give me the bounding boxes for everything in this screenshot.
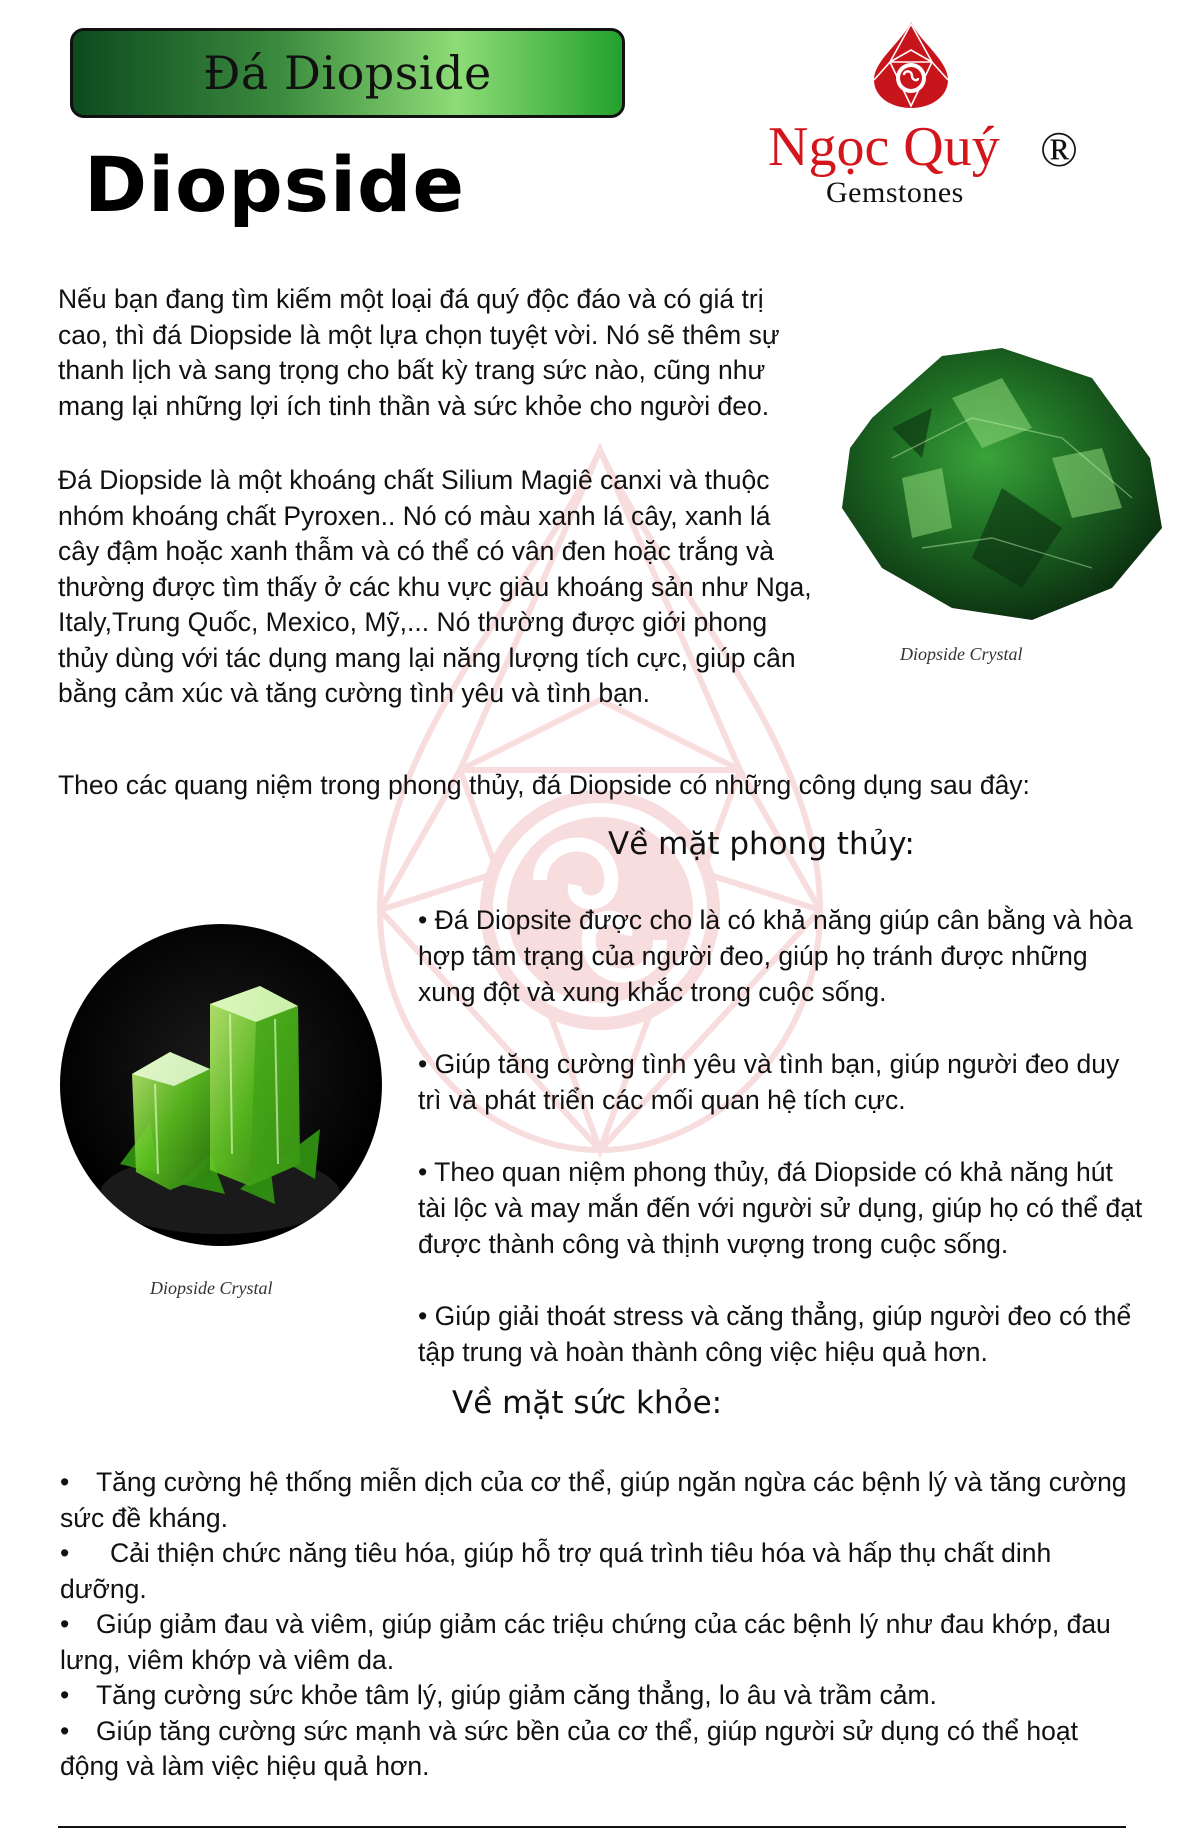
fengshui-list [418,902,1148,1406]
list-item: • Theo quan niệm phong thủy, đá Diopside có khả năng hút tài lộc và may mắn đến với người sử dụng, giúp họ có thể đạt được thành công và thịnh vượng trong cuộc sống. [418,1157,1143,1259]
intro-paragraph-1: Nếu bạn đang tìm kiếm một loại đá quý độc đáo và có giá trị cao, thì đá Diopside là một lựa chọn tuyệt vời. Nó sẽ thêm sự thanh lịch và sang trọng cho bất kỳ trang sức nào, cũng như mang lại những lợi ích tinh thần và sức khỏe cho người đeo. [58,284,780,421]
gem-drop-icon [868,20,954,110]
list-item-text: Tăng cường hệ thống miễn dịch của cơ thể, giúp ngăn ngừa các bệnh lý và tăng cường sức đề kháng. [60,1467,1127,1533]
diopside-rough-crystal-image [832,338,1170,628]
bullet: • [60,1467,70,1497]
brand-name: Ngọc Quý [768,116,1000,178]
fengshui-heading: Về mặt phong thủy: [608,826,915,862]
list-item: • Giúp tăng cường tình yêu và tình bạn, giúp người đeo duy trì và phát triển các mối quan hệ tích cực. [418,1049,1120,1115]
list-item-text: Giúp tăng cường sức mạnh và sức bền của cơ thể, giúp người sử dụng có thể hoạt động và làm việc hiệu quả hơn. [60,1715,1079,1781]
registered-mark: ® [1040,121,1078,177]
bullet: • [60,1715,70,1746]
list-item [60,1465,1140,1536]
intro-paragraph-2: Đá Diopside là một khoáng chất Silium Magiê canxi và thuộc nhóm khoáng chất Pyroxen.. Nó có màu xanh lá cây, xanh lá cây đậm hoặc xanh thẫm và có thể có vân đen hoặc trắng và thường được tìm thấy ở các khu vực giàu khoáng sản như Nga, Italy,Trung Quốc, Mexico, Mỹ,... Nó thường được giới phong thủy dùng với tác dụng mang lại năng lượng tích cực, giúp cân bằng cảm xúc và tăng cường tình yêu và tình bạn. [58,465,812,708]
brand-tagline: Gemstones [826,176,964,209]
list-item [60,1678,1140,1714]
health-list [60,1465,1140,1785]
intro-lead: Theo các quang niệm trong phong thủy, đá Diopside có những công dụng sau đây: [58,770,1030,800]
list-item: • Giúp giải thoát stress và căng thẳng, giúp người đeo có thể tập trung và hoàn thành công việc hiệu quả hơn. [418,1301,1132,1367]
badge-label: Đá Diopside [203,46,492,100]
bullet: • [60,1538,70,1568]
list-item [60,1714,1140,1785]
bullet: • [60,1609,70,1639]
list-item: • Đá Diopsite được cho là có khả năng giúp cân bằng và hòa hợp tâm trạng của người đeo, giúp họ tránh được những xung đột và xung khắc trong cuộc sống. [418,905,1133,1007]
list-item-text: Tăng cường sức khỏe tâm lý, giúp giảm căng thẳng, lo âu và trầm cảm. [96,1680,937,1710]
bullet: • [60,1680,70,1710]
image-caption-1: Diopside Crystal [900,644,1023,664]
diopside-crystal-cluster-image [60,924,382,1246]
page-title: Diopside [84,140,465,229]
list-item-text: Cải thiện chức năng tiêu hóa, giúp hỗ trợ quá trình tiêu hóa và hấp thụ chất dinh dưỡng. [60,1538,1052,1604]
title-badge [70,28,625,118]
list-item-text: Giúp giảm đau và viêm, giúp giảm các triệu chứng của các bệnh lý như đau khớp, đau lưng, viêm khớp và viêm da. [60,1609,1111,1675]
crystal-cluster-drawing [60,924,382,1246]
list-item [60,1607,1140,1678]
list-item [60,1536,1140,1607]
health-heading: Về mặt sức khỏe: [452,1385,723,1421]
footer-divider [58,1826,1126,1828]
image-caption-2: Diopside Crystal [150,1278,273,1298]
